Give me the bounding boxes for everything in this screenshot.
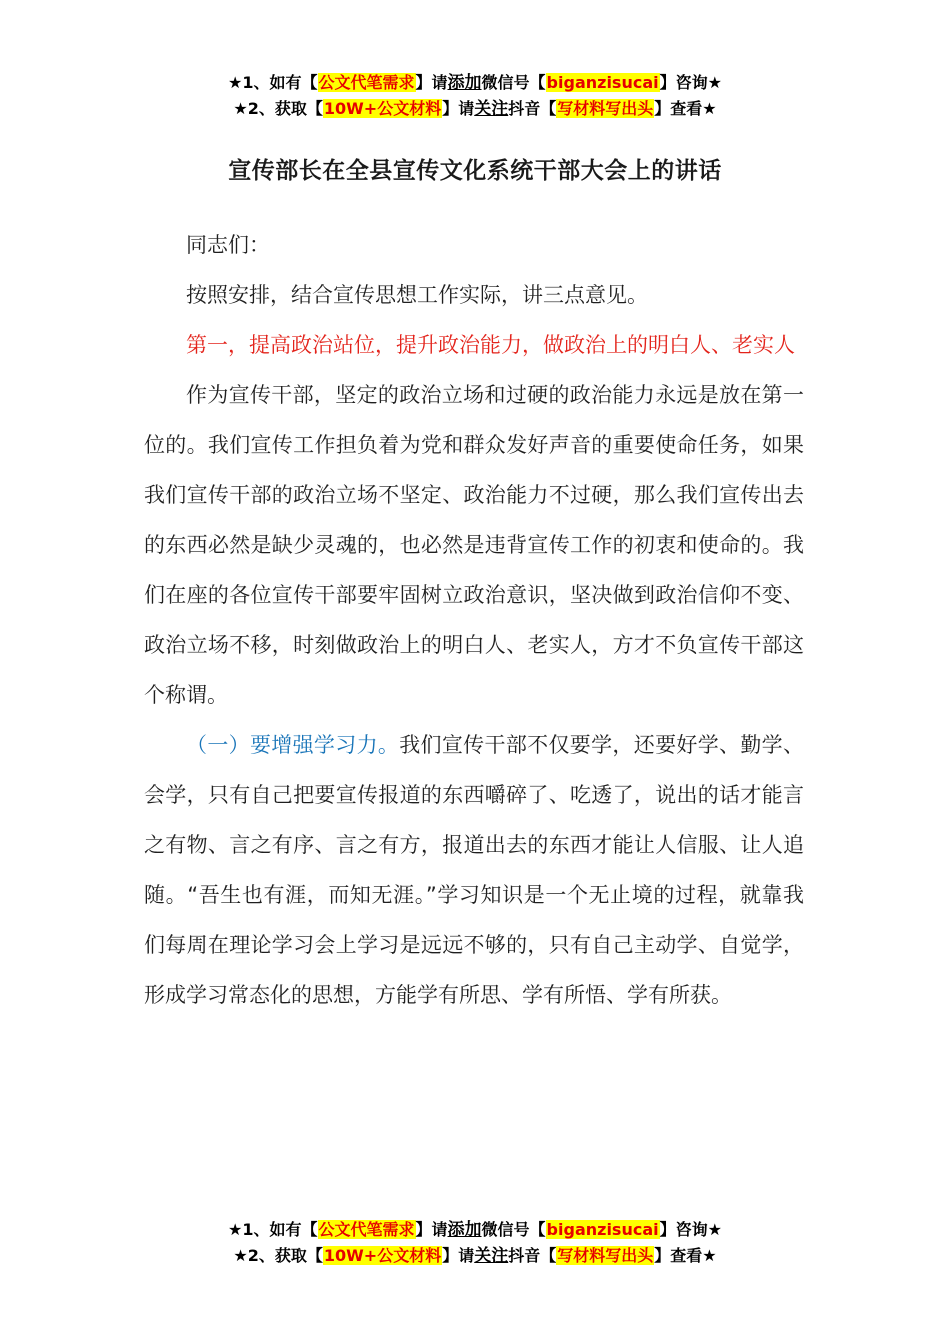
banner-text: 抖音【 (508, 1246, 557, 1265)
subsection-1 (144, 720, 804, 1020)
banner-emphasis: 关注 (474, 99, 509, 119)
section-heading-1: 第一，提高政治站位，提升政治能力，做政治上的明白人、老实人 (186, 333, 795, 357)
intro-paragraph: 按照安排，结合宣传思想工作实际，讲三点意见。 (186, 283, 648, 307)
highlight-wechat-id: biganzisucai (546, 1220, 659, 1239)
banner-text: ★1、如有【 (228, 73, 318, 92)
banner-emphasis: 添加 (447, 1220, 482, 1240)
highlight-materials: 10W+公文材料 (323, 99, 442, 118)
banner-text: 抖音【 (508, 99, 557, 118)
header-banner (0, 70, 950, 122)
banner-line-2 (0, 1243, 950, 1269)
banner-text: 】请 (442, 1246, 475, 1265)
banner-line-1 (0, 70, 950, 96)
banner-emphasis: 关注 (474, 1246, 509, 1266)
banner-text: 】查看★ (654, 1246, 717, 1265)
banner-emphasis: 添加 (447, 73, 482, 93)
banner-line-1 (0, 1217, 950, 1243)
subsection-text-1: 我们宣传干部不仅要学，还要好学、勤学、会学，只有自己把要宣传报道的东西嚼碎了、吃透了，说出的话才能言之有物、言之有序、言之有方，报道出去的东西才能让人信服、让人追随。“吾生也有涯，而知无涯。”学习知识是一个无止境的过程，就靠我们每周在理论学习会上学习是远远不够的，只有自己主动学、自觉学，形成学习常态化的思想，方能学有所思、学有所悟、学有所获。 (144, 733, 805, 1007)
document-title: 宣传部长在全县宣传文化系统干部大会上的讲话 (228, 158, 722, 184)
highlight-wechat-id: biganzisucai (546, 73, 659, 92)
banner-text: 】请 (415, 1220, 448, 1239)
highlight-douyin: 写材料写出头 (557, 1246, 654, 1265)
banner-text: 】请 (415, 73, 448, 92)
banner-text: ★2、获取【 (233, 99, 323, 118)
banner-text: 】请 (442, 99, 475, 118)
highlight-douyin: 写材料写出头 (557, 99, 654, 118)
banner-text: 微信号【 (481, 73, 546, 92)
banner-text: 】查看★ (654, 99, 717, 118)
banner-text: 】咨询★ (659, 1220, 722, 1239)
document-body (144, 220, 804, 1020)
highlight-service: 公文代笔需求 (318, 73, 415, 92)
highlight-service: 公文代笔需求 (318, 1220, 415, 1239)
paragraph-1: 作为宣传干部，坚定的政治立场和过硬的政治能力永远是放在第一位的。我们宣传工作担负着为党和群众发好声音的重要使命任务，如果我们宣传干部的政治立场不坚定、政治能力不过硬，那么我们宣传出去的东西必然是缺少灵魂的，也必然是违背宣传工作的初衷和使命的。我们在座的各位宣传干部要牢固树立政治意识，坚决做到政治信仰不变、政治立场不移，时刻做政治上的明白人、老实人，方才不负宣传干部这个称谓。 (144, 383, 804, 707)
subsection-heading-1: （一）要增强学习力。 (186, 733, 400, 757)
highlight-materials: 10W+公文材料 (323, 1246, 442, 1265)
banner-text: ★2、获取【 (233, 1246, 323, 1265)
footer-banner (0, 1217, 950, 1269)
banner-text: ★1、如有【 (228, 1220, 318, 1239)
banner-text: 微信号【 (481, 1220, 546, 1239)
salutation: 同志们： (186, 233, 270, 257)
banner-line-2 (0, 96, 950, 122)
banner-text: 】咨询★ (659, 73, 722, 92)
